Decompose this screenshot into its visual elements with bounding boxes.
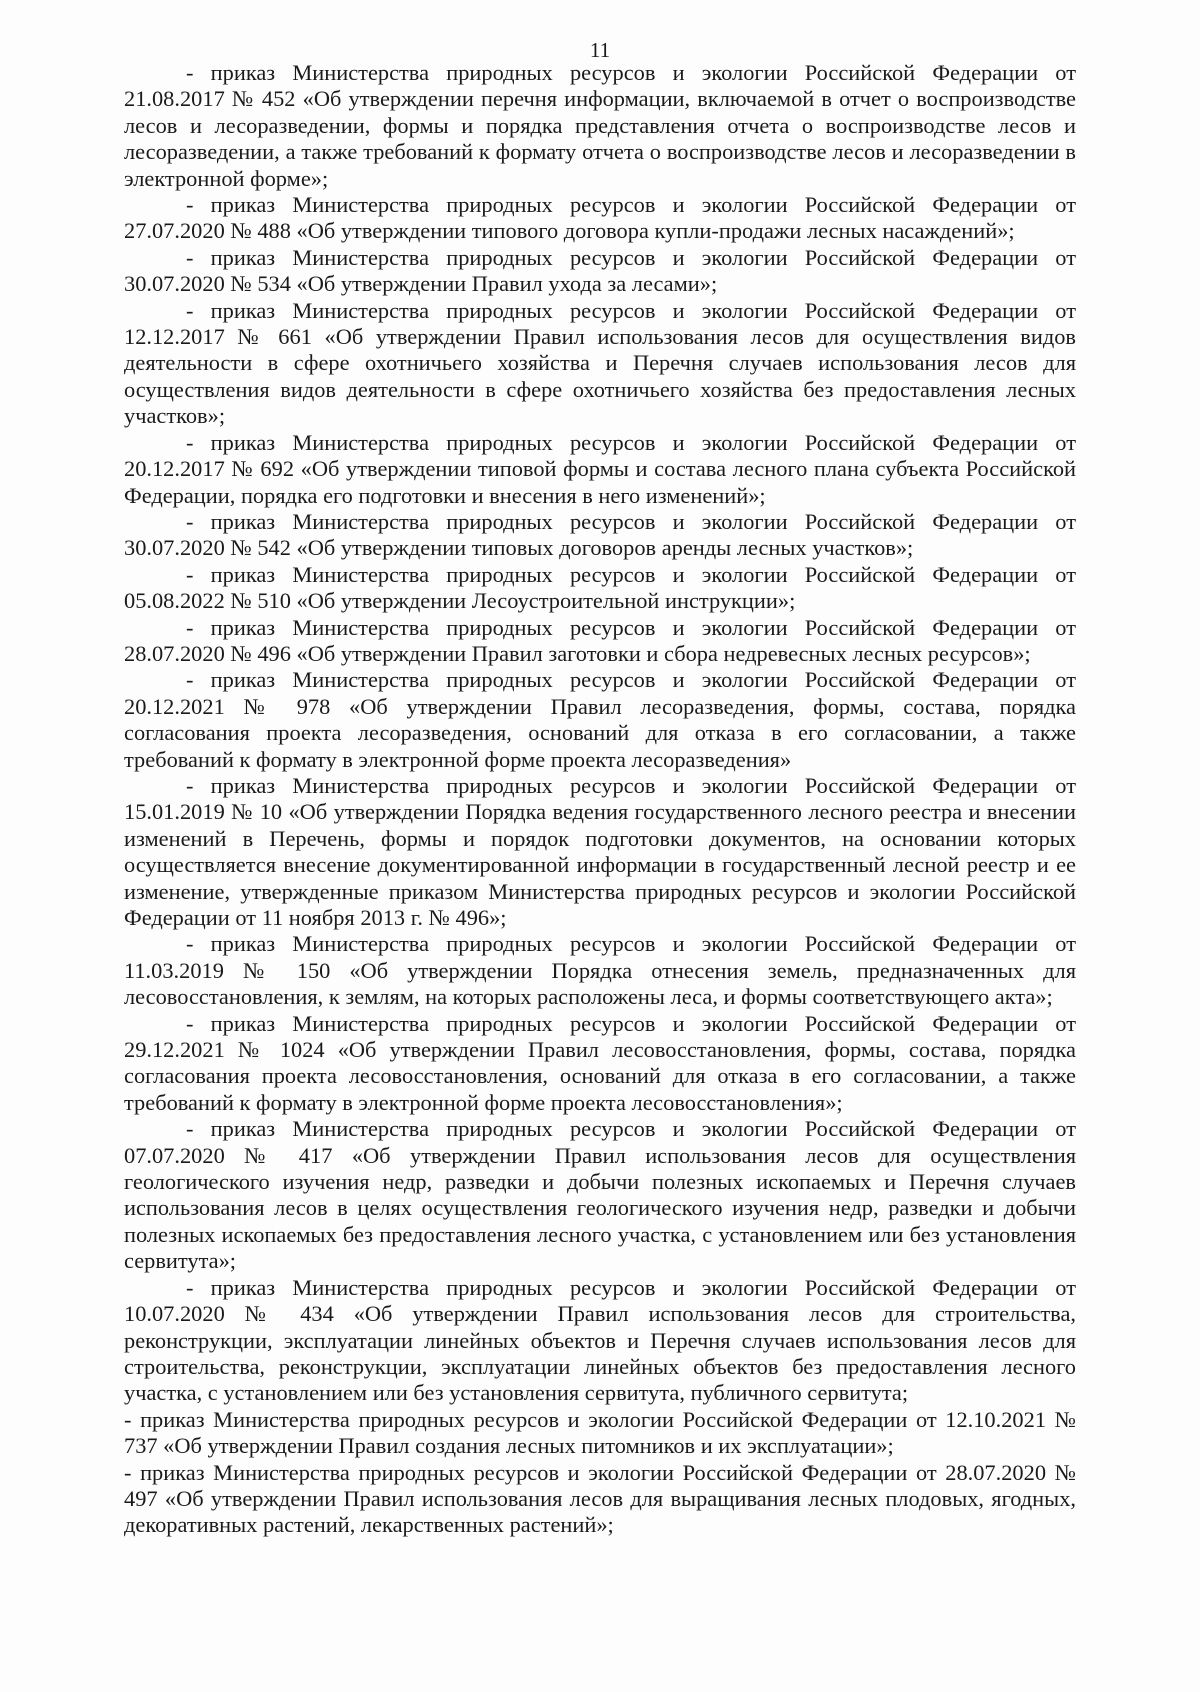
list-item: - приказ Министерства природных ресурсов и экологии Российской Федерации от 30.07.2020 № 542 «Об утверждении типовых договоров аренды лесных участков»; (124, 508, 1076, 561)
list-item: - приказ Министерства природных ресурсов и экологии Российской Федерации от 21.08.2017 № 452 «Об утверждении перечня информации, включаемой в отчет о воспроизводстве лесов и лесоразведении, формы и порядка представления отчета о воспроизводстве лесов и лесоразведении, а также требований к формату отчета о воспроизводстве лесов и лесоразведении в электронной форме»; (124, 60, 1076, 191)
list-item: - приказ Министерства природных ресурсов и экологии Российской Федерации от 29.12.2021 № 1024 «Об утверждении Правил лесовосстановления, формы, состава, порядка согласования проекта лесовосстановления, оснований для отказа в его согласовании, а также требований к формату в электронной форме проекта лесовосстановления»; (124, 1010, 1076, 1115)
list-item: - приказ Министерства природных ресурсов и экологии Российской Федерации от 12.10.2021 № 737 «Об утверждении Правил создания лесных питомников и их эксплуатации»; (124, 1406, 1076, 1459)
list-item: - приказ Министерства природных ресурсов и экологии Российской Федерации от 05.08.2022 № 510 «Об утверждении Лесоустроительной инструкции»; (124, 561, 1076, 614)
list-item: - приказ Министерства природных ресурсов и экологии Российской Федерации от 20.12.2017 № 692 «Об утверждении типовой формы и состава лесного плана субъекта Российской Федерации, порядка его подготовки и внесения в него изменений»; (124, 429, 1076, 508)
list-item: - приказ Министерства природных ресурсов и экологии Российской Федерации от 28.07.2020 № 496 «Об утверждении Правил заготовки и сбора недревесных лесных ресурсов»; (124, 614, 1076, 666)
list-item: - приказ Министерства природных ресурсов и экологии Российской Федерации от 10.07.2020 № 434 «Об утверждении Правил использования лесов для строительства, реконструкции, эксплуатации линейных объектов и Перечня случаев использования лесов для строительства, реконструкции, эксплуатации линейных объектов без предоставления лесного участка, с установлением или без установления сервитута, публичного сервитута; (124, 1274, 1076, 1406)
list-item: - приказ Министерства природных ресурсов и экологии Российской Федерации от 28.07.2020 № 497 «Об утверждении Правил использования лесов для выращивания лесных плодовых, ягодных, декоративных растений, лекарственных растений»; (124, 1459, 1076, 1538)
document-body (124, 60, 1076, 1539)
list-item: - приказ Министерства природных ресурсов и экологии Российской Федерации от 20.12.2021 № 978 «Об утверждении Правил лесоразведения, формы, состава, порядка согласования проекта лесоразведения, оснований для отказа в его согласовании, а также требований к формату в электронной форме проекта лесоразведения» (124, 667, 1076, 772)
page-number: 11 (589, 38, 611, 62)
list-item: - приказ Министерства природных ресурсов и экологии Российской Федерации от 15.01.2019 № 10 «Об утверждении Порядка ведения государственного лесного реестра и внесении изменений в Перечень, формы и порядок подготовки документов, на основании которых осуществляется внесение документированной информации в государственный лесной реестр и ее изменение, утвержденные приказом Министерства природных ресурсов и экологии Российской Федерации от 11 ноября 2013 г. № 496»; (124, 772, 1076, 930)
list-item: - приказ Министерства природных ресурсов и экологии Российской Федерации от 07.07.2020 № 417 «Об утверждении Правил использования лесов для осуществления геологического изучения недр, разведки и добычи полезных ископаемых и Перечня случаев использования лесов в целях осуществления геологического изучения недр, разведки и добычи полезных ископаемых без предоставления лесного участка, с установлением или без установления сервитута»; (124, 1116, 1076, 1274)
list-item: - приказ Министерства природных ресурсов и экологии Российской Федерации от 12.12.2017 № 661 «Об утверждении Правил использования лесов для осуществления видов деятельности в сфере охотничьего хозяйства и Перечня случаев использования лесов для осуществления видов деятельности в сфере охотничьего хозяйства без предоставления лесных участков»; (124, 297, 1076, 429)
list-item: - приказ Министерства природных ресурсов и экологии Российской Федерации от 27.07.2020 № 488 «Об утверждении типового договора купли-продажи лесных насаждений»; (124, 192, 1076, 244)
list-item: - приказ Министерства природных ресурсов и экологии Российской Федерации от 11.03.2019 № 150 «Об утверждении Порядка отнесения земель, предназначенных для лесовосстановления, к землям, на которых расположены леса, и формы соответствующего акта»; (124, 931, 1076, 1010)
list-item: - приказ Министерства природных ресурсов и экологии Российской Федерации от 30.07.2020 № 534 «Об утверждении Правил ухода за лесами»; (124, 244, 1076, 297)
